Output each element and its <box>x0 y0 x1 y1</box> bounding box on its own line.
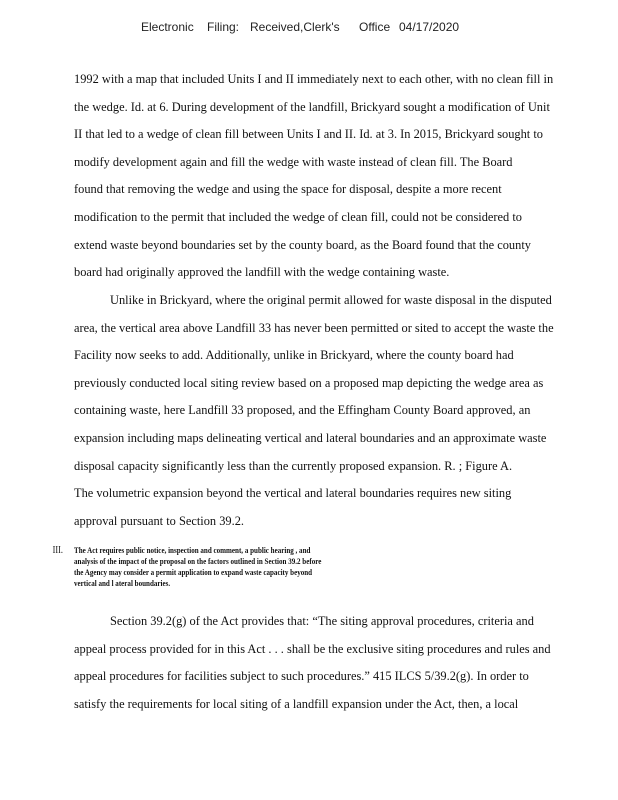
text-line: appeal procedures for facilities subject to such procedures.” 415 ILCS 5/39.2(g). In order to <box>74 669 529 684</box>
text-line: expansion including maps delineating vertical and lateral boundaries and an approximate waste <box>74 430 547 445</box>
text-line: previously conducted local siting review based on a proposed map depicting the wedge area as <box>74 375 544 390</box>
heading-line: the Agency may consider a permit application to expand waste capacity beyond <box>74 567 313 577</box>
text-line: approval pursuant to Section 39.2. <box>74 513 244 528</box>
section-number: III. <box>52 545 63 556</box>
text-line: disposal capacity significantly less than the currently proposed expansion. R. ; Figure A. <box>74 458 513 473</box>
header-filing: Filing: <box>207 20 240 34</box>
text-line: board had originally approved the landfill with the wedge containing waste. <box>74 265 450 280</box>
section-heading <box>52 545 509 589</box>
text-line: containing waste, here Landfill 33 proposed, and the Effingham County Board approved, an <box>74 403 531 418</box>
text-line: the wedge. Id. at 6. During development of the landfill, Brickyard sought a modification of Unit <box>74 99 550 114</box>
text-line: Unlike in Brickyard, where the original permit allowed for waste disposal in the disputed <box>110 293 552 307</box>
text-line: Section 39.2(g) of the Act provides that: “The siting approval procedures, criteria and <box>110 614 534 628</box>
text-line: modification to the permit that included the wedge of clean fill, could not be considered to <box>74 209 522 224</box>
header-electronic: Electronic <box>141 20 194 34</box>
text-line: The volumetric expansion beyond the vertical and lateral boundaries requires new siting <box>74 486 512 501</box>
text-line: II that led to a wedge of clean fill between Units I and II. Id. at 3. In 2015, Brickyard sought to <box>74 127 543 142</box>
text-line: 1992 with a map that included Units I and II immediately next to each other, with no clean fill in <box>74 72 554 86</box>
text-line: modify development again and fill the wedge with waste instead of clean fill. The Board <box>74 154 513 169</box>
text-line: satisfy the requirements for local siting of a landfill expansion under the Act, then, a local <box>74 696 519 711</box>
header-date: 04/17/2020 <box>399 20 460 34</box>
heading-line: The Act requires public notice, inspection and comment, a public hearing , and <box>74 545 311 555</box>
text-line: found that removing the wedge and using the space for disposal, despite a more recent <box>74 182 502 197</box>
text-line: Facility now seeks to add. Additionally, unlike in Brickyard, where the county board had <box>74 348 514 363</box>
text-line: area, the vertical area above Landfill 33 has never been permitted or sited to accept the waste the <box>74 320 554 335</box>
text-line: extend waste beyond boundaries set by the county board, as the Board found that the county <box>74 237 531 252</box>
paragraph-brickyard-background <box>74 66 604 287</box>
text-line: appeal process provided for in this Act . . . shall be the exclusive siting procedures and rules and <box>74 641 551 656</box>
paragraph-unlike-brickyard <box>74 287 604 535</box>
header-office: Office <box>359 20 391 34</box>
paragraph-section-39-2g <box>74 608 604 718</box>
heading-line: analysis of the impact of the proposal on the factors outlined in Section 39.2 before <box>74 556 322 566</box>
header-received: Received,Clerk's <box>250 20 340 34</box>
heading-line: vertical and l ateral boundaries. <box>74 578 171 588</box>
